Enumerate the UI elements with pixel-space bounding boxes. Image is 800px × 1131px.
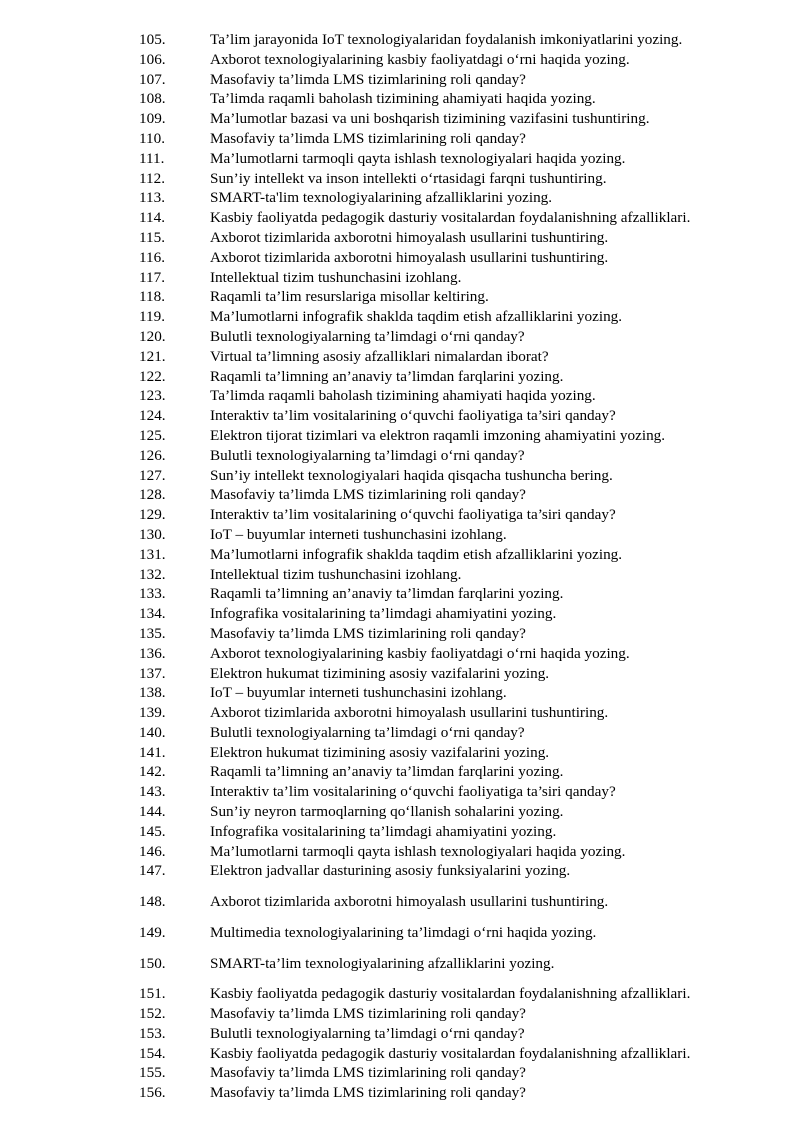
question-text: Sun’iy intellekt texnologiyalari haqida qisqacha tushuncha bering. xyxy=(210,466,613,484)
question-text: Raqamli ta’lim resurslariga misollar keltiring. xyxy=(210,288,489,306)
question-text: Elektron tijorat tizimlari va elektron raqamli imzoning ahamiyatini yozing. xyxy=(210,426,666,444)
question-number: 134. xyxy=(139,605,166,623)
question-text: SMART-ta'lim texnologiyalarining afzalliklarini yozing. xyxy=(210,189,553,207)
question-item xyxy=(139,842,779,862)
question-text: Axborot texnologiyalarining kasbiy faoliyatdagi o‘rni haqida yozing. xyxy=(210,50,630,68)
question-item xyxy=(139,386,779,406)
question-text: Raqamli ta’limning an’anaviy ta’limdan farqlarini yozing. xyxy=(210,367,564,385)
question-item xyxy=(139,228,779,248)
question-number: 111. xyxy=(139,149,165,167)
question-item xyxy=(139,604,779,624)
question-number: 140. xyxy=(139,723,166,741)
question-text: Ta’limda raqamli baholash tizimining ahamiyati haqida yozing. xyxy=(210,90,596,108)
question-text: Masofaviy ta’limda LMS tizimlarining roli qanday? xyxy=(210,1005,526,1023)
question-number: 118. xyxy=(139,288,166,306)
question-item xyxy=(139,268,779,288)
question-text: Raqamli ta’limning an’anaviy ta’limdan farqlarini yozing. xyxy=(210,585,564,603)
question-text: Axborot tizimlarida axborotni himoyalash usullarini tushuntiring. xyxy=(210,704,609,722)
question-number: 108. xyxy=(139,90,166,108)
question-item xyxy=(139,70,779,90)
question-number: 139. xyxy=(139,704,166,722)
question-item xyxy=(139,446,779,466)
question-text: IoT – buyumlar interneti tushunchasini izohlang. xyxy=(210,525,507,543)
question-number: 152. xyxy=(139,1005,166,1023)
question-text: Bulutli texnologiyalarning ta’limdagi o‘rni qanday? xyxy=(210,446,525,464)
question-number: 129. xyxy=(139,506,166,524)
question-text: Ma’lumotlarni infografik shaklda taqdim etish afzalliklarini yozing. xyxy=(210,545,623,563)
question-item xyxy=(139,664,779,684)
question-item xyxy=(139,347,779,367)
question-text: Raqamli ta’limning an’anaviy ta’limdan farqlarini yozing. xyxy=(210,763,564,781)
question-item xyxy=(139,327,779,347)
question-item xyxy=(139,1044,779,1064)
question-item xyxy=(139,89,779,109)
question-number: 135. xyxy=(139,624,166,642)
question-text: Sun’iy neyron tarmoqlarning qo‘llanish sohalarini yozing. xyxy=(210,803,564,821)
question-text: Ta’lim jarayonida IoT texnologiyalaridan foydalanish imkoniyatlarini yozing. xyxy=(210,31,683,48)
question-number: 156. xyxy=(139,1084,166,1102)
question-item xyxy=(139,584,779,604)
question-item xyxy=(139,50,779,70)
question-number: 128. xyxy=(139,486,166,504)
question-number: 153. xyxy=(139,1024,166,1042)
question-number: 121. xyxy=(139,347,166,365)
question-number: 155. xyxy=(139,1064,166,1082)
question-number: 132. xyxy=(139,565,166,583)
question-number: 151. xyxy=(139,985,166,1003)
question-number: 146. xyxy=(139,842,166,860)
question-number: 107. xyxy=(139,70,166,88)
question-text: Masofaviy ta’limda LMS tizimlarining roli qanday? xyxy=(210,624,526,642)
question-text: Kasbiy faoliyatda pedagogik dasturiy vositalardan foydalanishning afzalliklari. xyxy=(210,1044,691,1062)
question-item xyxy=(139,822,779,842)
question-item xyxy=(139,466,779,486)
question-number: 110. xyxy=(139,129,166,147)
question-number: 133. xyxy=(139,585,166,603)
question-item xyxy=(139,723,779,743)
question-text: Virtual ta’limning asosiy afzalliklari nimalardan iborat? xyxy=(210,347,549,365)
question-item xyxy=(139,248,779,268)
question-number: 141. xyxy=(139,743,166,761)
question-number: 142. xyxy=(139,763,166,781)
question-item xyxy=(139,984,779,1004)
question-item xyxy=(139,624,779,644)
question-number: 130. xyxy=(139,525,166,543)
question-item xyxy=(139,188,779,208)
question-number: 120. xyxy=(139,327,166,345)
question-item xyxy=(139,565,779,585)
question-text: Elektron hukumat tizimining asosiy vazifalarini yozing. xyxy=(210,664,550,682)
question-text: Bulutli texnologiyalarning ta’limdagi o‘rni qanday? xyxy=(210,327,525,345)
question-item xyxy=(139,30,779,50)
question-number: 112. xyxy=(139,169,166,187)
question-item xyxy=(139,1024,779,1044)
question-text: Interaktiv ta’lim vositalarining o‘quvchi faoliyatiga ta’siri qanday? xyxy=(210,783,616,801)
question-text: Infografika vositalarining ta’limdagi ahamiyatini yozing. xyxy=(210,822,557,840)
question-number: 137. xyxy=(139,664,166,682)
question-number: 148. xyxy=(139,893,166,911)
question-number: 117. xyxy=(139,268,166,286)
question-number: 122. xyxy=(139,367,166,385)
question-text: Sun’iy intellekt va inson intellekti o‘rtasidagi farqni tushuntiring. xyxy=(210,169,607,187)
question-text: Bulutli texnologiyalarning ta’limdagi o‘rni qanday? xyxy=(210,1024,525,1042)
question-number: 145. xyxy=(139,822,166,840)
question-number: 150. xyxy=(139,954,166,972)
question-text: Axborot tizimlarida axborotni himoyalash usullarini tushuntiring. xyxy=(210,228,609,246)
question-number: 113. xyxy=(139,189,166,207)
question-item xyxy=(139,892,779,923)
question-item xyxy=(139,923,779,954)
question-number: 131. xyxy=(139,545,166,563)
question-text: Intellektual tizim tushunchasini izohlang. xyxy=(210,565,462,583)
question-text: Ta’limda raqamli baholash tizimining ahamiyati haqida yozing. xyxy=(210,387,596,405)
question-number: 115. xyxy=(139,228,166,246)
question-number: 114. xyxy=(139,209,166,227)
question-text: Multimedia texnologiyalarining ta’limdagi o‘rni haqida yozing. xyxy=(210,923,597,941)
question-item xyxy=(139,1004,779,1024)
question-text: SMART-ta’lim texnologiyalarining afzalliklarini yozing. xyxy=(210,954,555,972)
question-number: 154. xyxy=(139,1044,166,1062)
question-text: Kasbiy faoliyatda pedagogik dasturiy vositalardan foydalanishning afzalliklari. xyxy=(210,209,691,227)
question-text: Infografika vositalarining ta’limdagi ahamiyatini yozing. xyxy=(210,605,557,623)
question-item xyxy=(139,426,779,446)
question-item xyxy=(139,954,779,985)
question-number: 105. xyxy=(139,31,166,48)
question-number: 149. xyxy=(139,923,166,941)
question-list xyxy=(139,30,779,1103)
question-text: IoT – buyumlar interneti tushunchasini izohlang. xyxy=(210,684,507,702)
question-item xyxy=(139,861,779,892)
question-text: Ma’lumotlarni infografik shaklda taqdim etish afzalliklarini yozing. xyxy=(210,308,623,326)
question-text: Masofaviy ta’limda LMS tizimlarining roli qanday? xyxy=(210,70,526,88)
question-number: 119. xyxy=(139,308,166,326)
question-item xyxy=(139,782,779,802)
question-item xyxy=(139,406,779,426)
question-text: Ma’lumotlar bazasi va uni boshqarish tizimining vazifasini tushuntiring. xyxy=(210,110,650,128)
question-number: 143. xyxy=(139,783,166,801)
question-text: Axborot tizimlarida axborotni himoyalash usullarini tushuntiring. xyxy=(210,248,609,266)
question-item xyxy=(139,644,779,664)
question-item xyxy=(139,307,779,327)
question-item xyxy=(139,703,779,723)
question-item xyxy=(139,762,779,782)
question-number: 147. xyxy=(139,862,166,880)
question-item xyxy=(139,1083,779,1103)
question-number: 127. xyxy=(139,466,166,484)
question-number: 116. xyxy=(139,248,166,266)
question-item xyxy=(139,149,779,169)
question-text: Masofaviy ta’limda LMS tizimlarining roli qanday? xyxy=(210,129,526,147)
question-number: 138. xyxy=(139,684,166,702)
question-number: 126. xyxy=(139,446,166,464)
question-number: 123. xyxy=(139,387,166,405)
question-number: 136. xyxy=(139,644,166,662)
question-text: Ma’lumotlarni tarmoqli qayta ishlash texnologiyalari haqida yozing. xyxy=(210,842,626,860)
question-item xyxy=(139,545,779,565)
question-text: Elektron hukumat tizimining asosiy vazifalarini yozing. xyxy=(210,743,550,761)
question-item xyxy=(139,287,779,307)
question-item xyxy=(139,367,779,387)
question-text: Ma’lumotlarni tarmoqli qayta ishlash texnologiyalari haqida yozing. xyxy=(210,149,626,167)
question-item xyxy=(139,169,779,189)
question-item xyxy=(139,109,779,129)
question-item xyxy=(139,485,779,505)
question-text: Bulutli texnologiyalarning ta’limdagi o‘rni qanday? xyxy=(210,723,525,741)
question-item xyxy=(139,743,779,763)
question-item xyxy=(139,505,779,525)
question-text: Axborot texnologiyalarining kasbiy faoliyatdagi o‘rni haqida yozing. xyxy=(210,644,630,662)
question-item xyxy=(139,1063,779,1083)
question-text: Masofaviy ta’limda LMS tizimlarining roli qanday? xyxy=(210,1084,526,1102)
question-number: 125. xyxy=(139,426,166,444)
question-number: 109. xyxy=(139,110,166,128)
question-text: Axborot tizimlarida axborotni himoyalash usullarini tushuntiring. xyxy=(210,893,609,911)
question-text: Kasbiy faoliyatda pedagogik dasturiy vositalardan foydalanishning afzalliklari. xyxy=(210,985,691,1003)
question-item xyxy=(139,683,779,703)
question-item xyxy=(139,802,779,822)
question-item xyxy=(139,525,779,545)
question-number: 106. xyxy=(139,50,166,68)
question-number: 144. xyxy=(139,803,166,821)
question-text: Interaktiv ta’lim vositalarining o‘quvchi faoliyatiga ta’siri qanday? xyxy=(210,506,616,524)
question-text: Elektron jadvallar dasturining asosiy funksiyalarini yozing. xyxy=(210,862,571,880)
question-number: 124. xyxy=(139,407,166,425)
question-item xyxy=(139,208,779,228)
question-item xyxy=(139,129,779,149)
question-text: Interaktiv ta’lim vositalarining o‘quvchi faoliyatiga ta’siri qanday? xyxy=(210,407,616,425)
question-text: Intellektual tizim tushunchasini izohlang. xyxy=(210,268,462,286)
question-text: Masofaviy ta’limda LMS tizimlarining roli qanday? xyxy=(210,486,526,504)
question-text: Masofaviy ta’limda LMS tizimlarining roli qanday? xyxy=(210,1064,526,1082)
